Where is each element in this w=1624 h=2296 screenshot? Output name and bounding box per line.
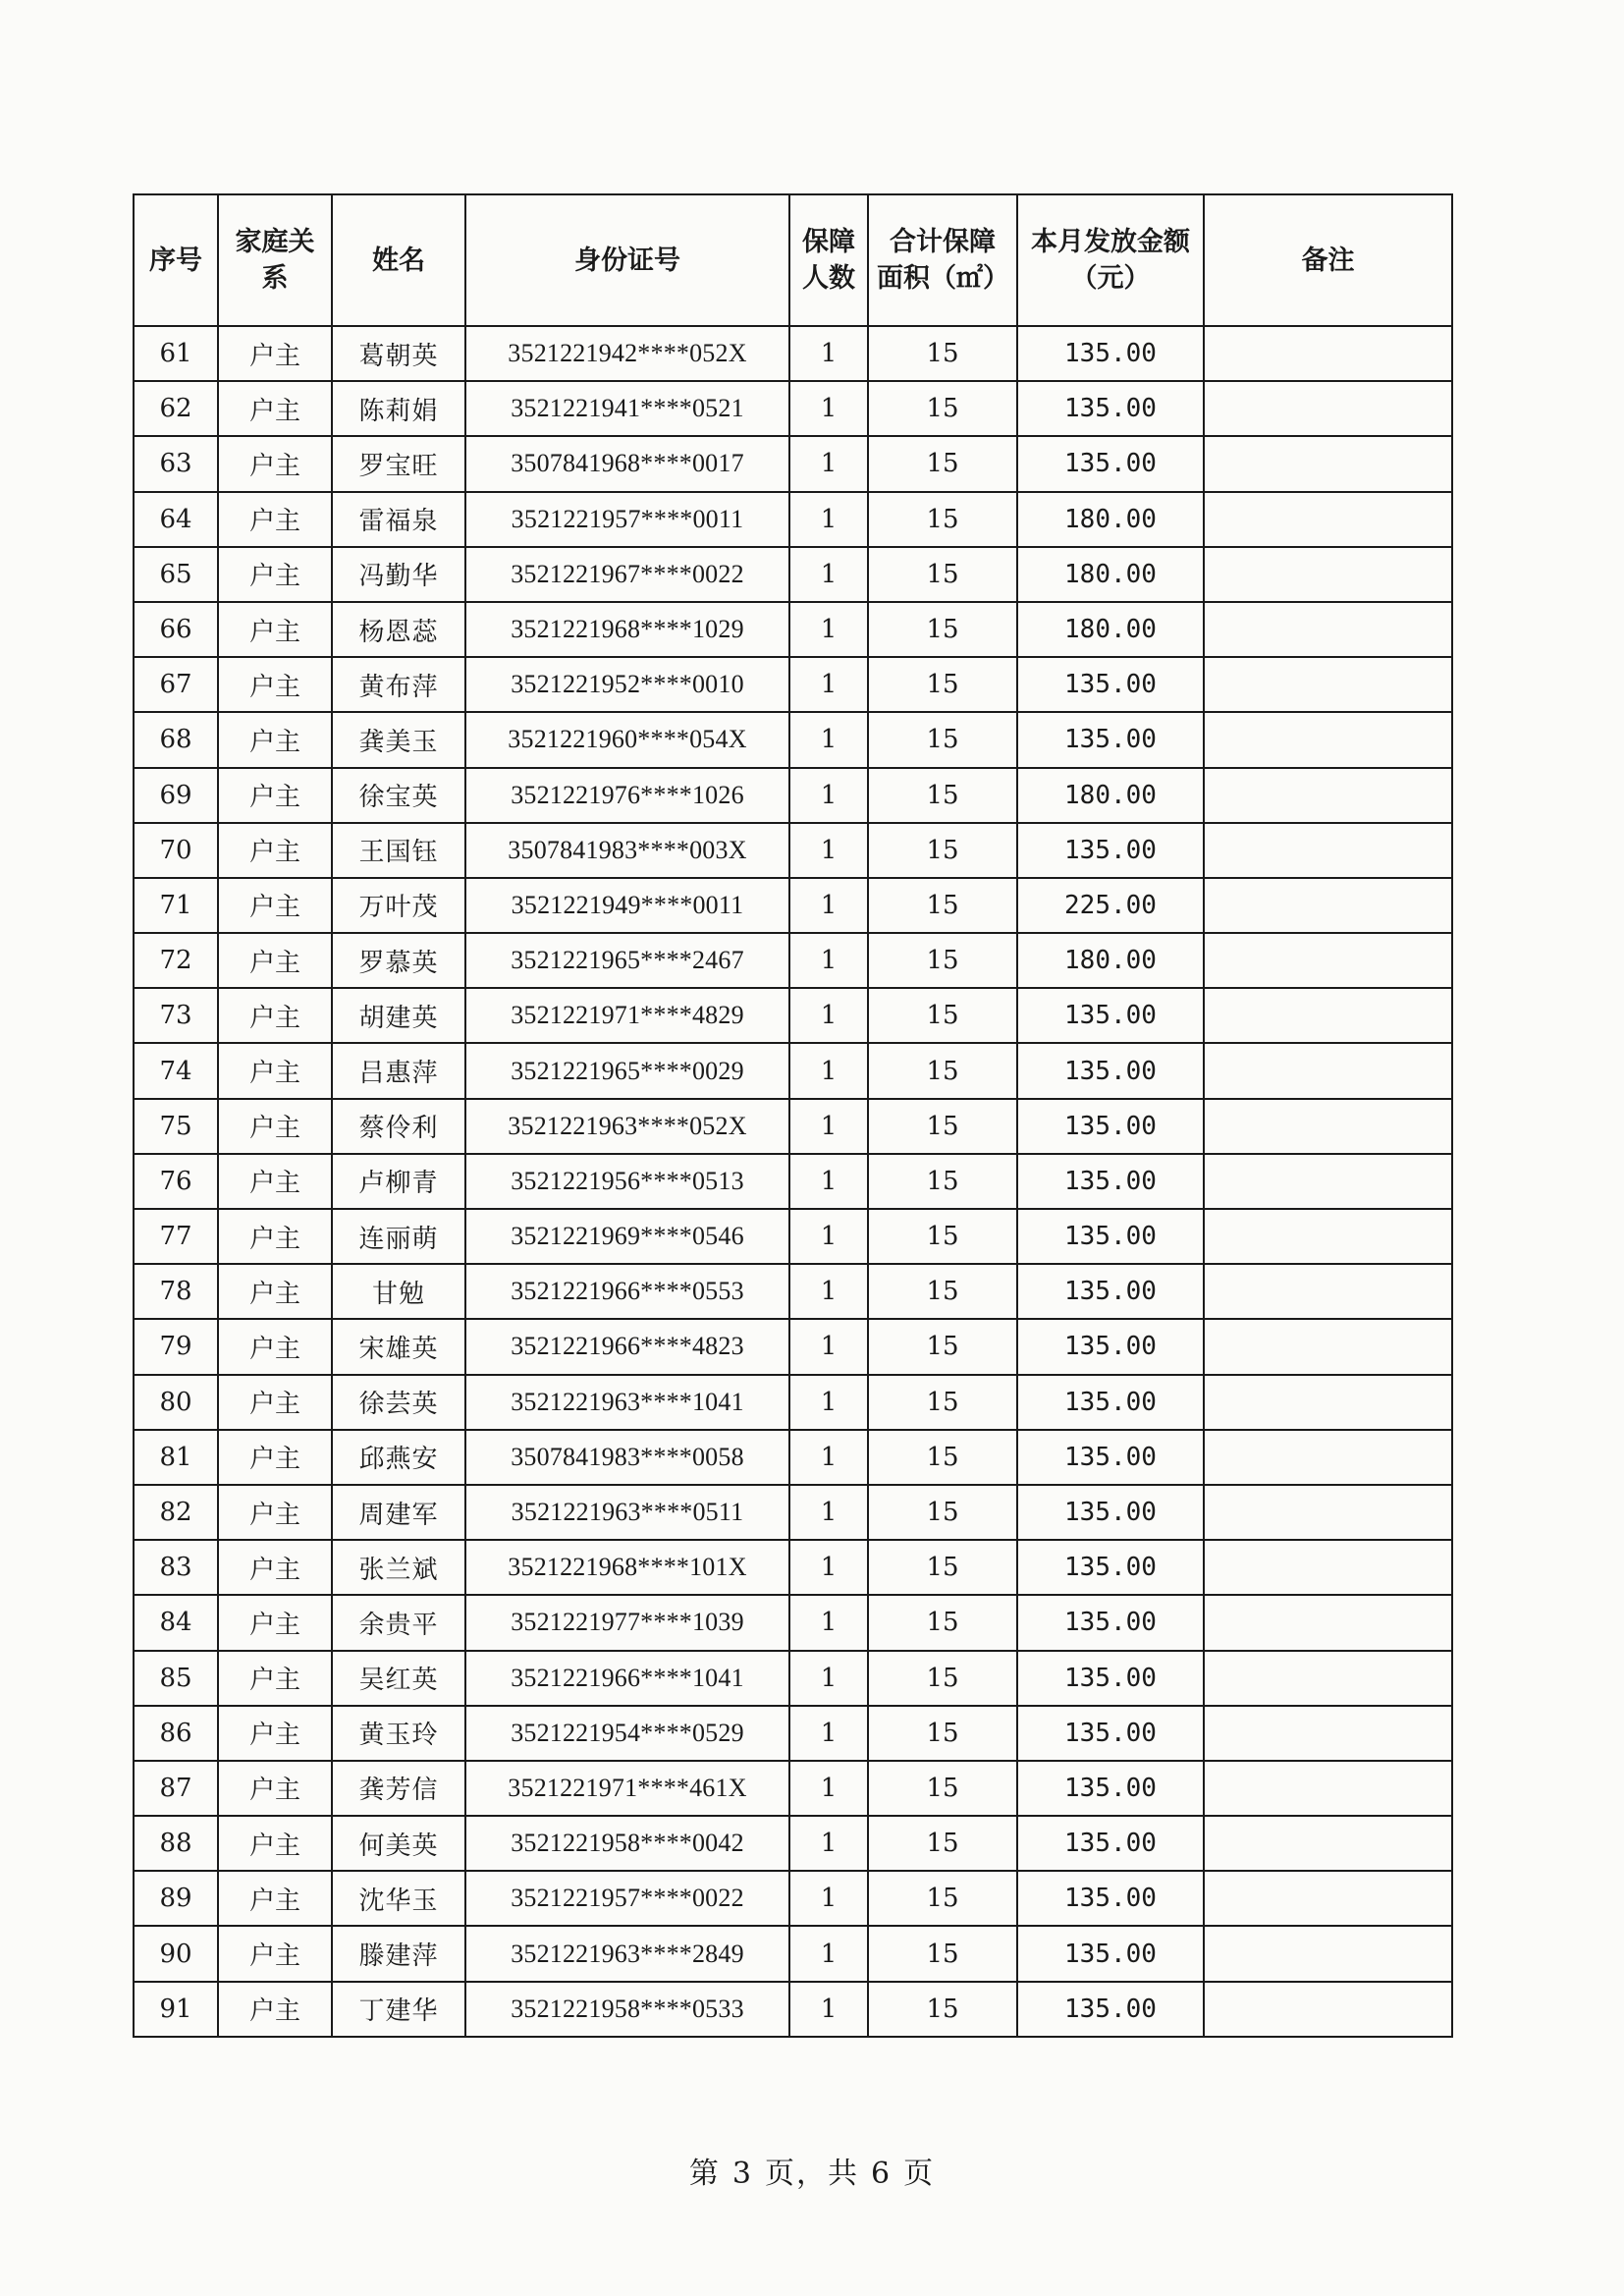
cell-remark bbox=[1204, 1871, 1452, 1926]
table-row bbox=[134, 1485, 1452, 1540]
cell-amount: 135.00 bbox=[1017, 1430, 1204, 1485]
cell-remark bbox=[1204, 492, 1452, 547]
cell-name: 卢柳青 bbox=[332, 1154, 465, 1209]
cell-seq: 90 bbox=[134, 1926, 218, 1981]
cell-relation: 户主 bbox=[218, 1209, 332, 1264]
cell-id-number: 3507841968****0017 bbox=[465, 436, 789, 491]
cell-relation: 户主 bbox=[218, 1264, 332, 1319]
cell-relation: 户主 bbox=[218, 1099, 332, 1154]
cell-persons: 1 bbox=[789, 1595, 868, 1650]
cell-remark bbox=[1204, 1706, 1452, 1761]
table-row bbox=[134, 1761, 1452, 1816]
table-row bbox=[134, 1595, 1452, 1650]
cell-name: 万叶茂 bbox=[332, 878, 465, 933]
cell-name: 周建军 bbox=[332, 1485, 465, 1540]
cell-seq: 65 bbox=[134, 547, 218, 602]
cell-name: 罗宝旺 bbox=[332, 436, 465, 491]
cell-amount: 135.00 bbox=[1017, 1319, 1204, 1374]
cell-amount: 135.00 bbox=[1017, 1706, 1204, 1761]
cell-id-number: 3521221963****2849 bbox=[465, 1926, 789, 1981]
cell-persons: 1 bbox=[789, 712, 868, 767]
cell-relation: 户主 bbox=[218, 1651, 332, 1706]
cell-amount: 135.00 bbox=[1017, 1375, 1204, 1430]
cell-id-number: 3521221976****1026 bbox=[465, 768, 789, 823]
cell-relation: 户主 bbox=[218, 381, 332, 436]
cell-persons: 1 bbox=[789, 1816, 868, 1871]
cell-id-number: 3507841983****003X bbox=[465, 823, 789, 878]
cell-persons: 1 bbox=[789, 381, 868, 436]
table-row bbox=[134, 823, 1452, 878]
cell-name: 葛朝英 bbox=[332, 326, 465, 381]
cell-id-number: 3521221966****1041 bbox=[465, 1651, 789, 1706]
cell-relation: 户主 bbox=[218, 933, 332, 988]
cell-persons: 1 bbox=[789, 823, 868, 878]
cell-amount: 180.00 bbox=[1017, 492, 1204, 547]
header-id: 身份证号 bbox=[465, 194, 789, 326]
cell-area: 15 bbox=[868, 547, 1017, 602]
cell-name: 杨恩蕊 bbox=[332, 602, 465, 657]
cell-id-number: 3521221942****052X bbox=[465, 326, 789, 381]
cell-amount: 135.00 bbox=[1017, 1871, 1204, 1926]
cell-area: 15 bbox=[868, 1043, 1017, 1098]
cell-seq: 73 bbox=[134, 988, 218, 1043]
cell-area: 15 bbox=[868, 1595, 1017, 1650]
cell-area: 15 bbox=[868, 768, 1017, 823]
table-row bbox=[134, 768, 1452, 823]
cell-area: 15 bbox=[868, 1430, 1017, 1485]
cell-persons: 1 bbox=[789, 657, 868, 712]
cell-seq: 85 bbox=[134, 1651, 218, 1706]
cell-amount: 135.00 bbox=[1017, 1982, 1204, 2037]
cell-id-number: 3521221971****4829 bbox=[465, 988, 789, 1043]
cell-relation: 户主 bbox=[218, 602, 332, 657]
cell-name: 丁建华 bbox=[332, 1982, 465, 2037]
page-prefix: 第 bbox=[688, 2157, 721, 2191]
table-row bbox=[134, 988, 1452, 1043]
cell-persons: 1 bbox=[789, 1375, 868, 1430]
cell-remark bbox=[1204, 768, 1452, 823]
table-row bbox=[134, 1264, 1452, 1319]
page-mid: 页，共 bbox=[765, 2157, 859, 2191]
document-sheet bbox=[133, 193, 1451, 2038]
cell-persons: 1 bbox=[789, 1485, 868, 1540]
table-row bbox=[134, 381, 1452, 436]
cell-name: 王国钰 bbox=[332, 823, 465, 878]
cell-remark bbox=[1204, 712, 1452, 767]
cell-id-number: 3521221958****0042 bbox=[465, 1816, 789, 1871]
cell-seq: 64 bbox=[134, 492, 218, 547]
cell-remark bbox=[1204, 1154, 1452, 1209]
cell-amount: 135.00 bbox=[1017, 1540, 1204, 1595]
table-row bbox=[134, 1540, 1452, 1595]
cell-id-number: 3521221957****0011 bbox=[465, 492, 789, 547]
cell-seq: 80 bbox=[134, 1375, 218, 1430]
cell-remark bbox=[1204, 988, 1452, 1043]
cell-amount: 225.00 bbox=[1017, 878, 1204, 933]
cell-persons: 1 bbox=[789, 1706, 868, 1761]
cell-name: 罗慕英 bbox=[332, 933, 465, 988]
cell-name: 冯勤华 bbox=[332, 547, 465, 602]
cell-amount: 180.00 bbox=[1017, 547, 1204, 602]
cell-remark bbox=[1204, 381, 1452, 436]
cell-name: 雷福泉 bbox=[332, 492, 465, 547]
cell-remark bbox=[1204, 1926, 1452, 1981]
cell-persons: 1 bbox=[789, 1043, 868, 1098]
cell-name: 滕建萍 bbox=[332, 1926, 465, 1981]
cell-relation: 户主 bbox=[218, 1154, 332, 1209]
cell-name: 吕惠萍 bbox=[332, 1043, 465, 1098]
table-row bbox=[134, 1816, 1452, 1871]
cell-persons: 1 bbox=[789, 326, 868, 381]
cell-persons: 1 bbox=[789, 1761, 868, 1816]
cell-remark bbox=[1204, 547, 1452, 602]
cell-seq: 89 bbox=[134, 1871, 218, 1926]
cell-persons: 1 bbox=[789, 1430, 868, 1485]
cell-relation: 户主 bbox=[218, 1319, 332, 1374]
cell-name: 陈莉娟 bbox=[332, 381, 465, 436]
cell-relation: 户主 bbox=[218, 1595, 332, 1650]
cell-amount: 135.00 bbox=[1017, 1651, 1204, 1706]
cell-area: 15 bbox=[868, 1816, 1017, 1871]
cell-seq: 66 bbox=[134, 602, 218, 657]
cell-relation: 户主 bbox=[218, 1706, 332, 1761]
cell-area: 15 bbox=[868, 1375, 1017, 1430]
table-row bbox=[134, 1043, 1452, 1098]
cell-id-number: 3521221960****054X bbox=[465, 712, 789, 767]
cell-relation: 户主 bbox=[218, 1430, 332, 1485]
cell-id-number: 3521221965****2467 bbox=[465, 933, 789, 988]
cell-remark bbox=[1204, 823, 1452, 878]
cell-seq: 70 bbox=[134, 823, 218, 878]
cell-id-number: 3521221971****461X bbox=[465, 1761, 789, 1816]
cell-amount: 135.00 bbox=[1017, 1485, 1204, 1540]
cell-id-number: 3521221952****0010 bbox=[465, 657, 789, 712]
cell-remark bbox=[1204, 1375, 1452, 1430]
cell-amount: 135.00 bbox=[1017, 1099, 1204, 1154]
cell-id-number: 3521221963****052X bbox=[465, 1099, 789, 1154]
cell-remark bbox=[1204, 878, 1452, 933]
table-row bbox=[134, 1982, 1452, 2037]
cell-name: 徐芸英 bbox=[332, 1375, 465, 1430]
cell-relation: 户主 bbox=[218, 1375, 332, 1430]
cell-remark bbox=[1204, 1982, 1452, 2037]
cell-remark bbox=[1204, 602, 1452, 657]
cell-area: 15 bbox=[868, 602, 1017, 657]
cell-persons: 1 bbox=[789, 878, 868, 933]
cell-persons: 1 bbox=[789, 1319, 868, 1374]
cell-area: 15 bbox=[868, 1485, 1017, 1540]
cell-name: 何美英 bbox=[332, 1816, 465, 1871]
cell-seq: 79 bbox=[134, 1319, 218, 1374]
cell-relation: 户主 bbox=[218, 436, 332, 491]
cell-area: 15 bbox=[868, 1982, 1017, 2037]
cell-name: 邱燕安 bbox=[332, 1430, 465, 1485]
table-row bbox=[134, 878, 1452, 933]
table-row bbox=[134, 712, 1452, 767]
cell-id-number: 3521221968****101X bbox=[465, 1540, 789, 1595]
cell-name: 胡建英 bbox=[332, 988, 465, 1043]
cell-id-number: 3521221958****0533 bbox=[465, 1982, 789, 2037]
cell-amount: 135.00 bbox=[1017, 326, 1204, 381]
cell-id-number: 3521221957****0022 bbox=[465, 1871, 789, 1926]
table-row bbox=[134, 933, 1452, 988]
cell-name: 黄布萍 bbox=[332, 657, 465, 712]
cell-persons: 1 bbox=[789, 1154, 868, 1209]
cell-relation: 户主 bbox=[218, 326, 332, 381]
cell-area: 15 bbox=[868, 712, 1017, 767]
cell-id-number: 3521221966****0553 bbox=[465, 1264, 789, 1319]
cell-remark bbox=[1204, 326, 1452, 381]
cell-amount: 135.00 bbox=[1017, 1595, 1204, 1650]
cell-amount: 135.00 bbox=[1017, 1926, 1204, 1981]
cell-seq: 67 bbox=[134, 657, 218, 712]
table-row bbox=[134, 1651, 1452, 1706]
cell-amount: 135.00 bbox=[1017, 1761, 1204, 1816]
cell-seq: 71 bbox=[134, 878, 218, 933]
table-row bbox=[134, 602, 1452, 657]
cell-seq: 74 bbox=[134, 1043, 218, 1098]
cell-area: 15 bbox=[868, 1099, 1017, 1154]
cell-id-number: 3521221969****0546 bbox=[465, 1209, 789, 1264]
cell-amount: 180.00 bbox=[1017, 768, 1204, 823]
page-suffix: 页 bbox=[903, 2157, 936, 2191]
cell-remark bbox=[1204, 1043, 1452, 1098]
table-row bbox=[134, 547, 1452, 602]
cell-persons: 1 bbox=[789, 547, 868, 602]
cell-amount: 135.00 bbox=[1017, 1154, 1204, 1209]
cell-name: 连丽萌 bbox=[332, 1209, 465, 1264]
cell-area: 15 bbox=[868, 1209, 1017, 1264]
cell-persons: 1 bbox=[789, 1264, 868, 1319]
cell-id-number: 3521221965****0029 bbox=[465, 1043, 789, 1098]
cell-relation: 户主 bbox=[218, 547, 332, 602]
cell-area: 15 bbox=[868, 381, 1017, 436]
cell-remark bbox=[1204, 1485, 1452, 1540]
cell-relation: 户主 bbox=[218, 712, 332, 767]
header-remark: 备注 bbox=[1204, 194, 1452, 326]
cell-name: 龚美玉 bbox=[332, 712, 465, 767]
header-seq: 序号 bbox=[134, 194, 218, 326]
cell-area: 15 bbox=[868, 657, 1017, 712]
cell-relation: 户主 bbox=[218, 1043, 332, 1098]
cell-amount: 135.00 bbox=[1017, 381, 1204, 436]
table-row bbox=[134, 1375, 1452, 1430]
cell-seq: 87 bbox=[134, 1761, 218, 1816]
cell-persons: 1 bbox=[789, 1982, 868, 2037]
cell-name: 徐宝英 bbox=[332, 768, 465, 823]
cell-name: 吴红英 bbox=[332, 1651, 465, 1706]
cell-seq: 75 bbox=[134, 1099, 218, 1154]
cell-amount: 135.00 bbox=[1017, 712, 1204, 767]
cell-seq: 78 bbox=[134, 1264, 218, 1319]
cell-area: 15 bbox=[868, 1154, 1017, 1209]
cell-amount: 135.00 bbox=[1017, 823, 1204, 878]
cell-seq: 88 bbox=[134, 1816, 218, 1871]
cell-amount: 135.00 bbox=[1017, 988, 1204, 1043]
cell-area: 15 bbox=[868, 1319, 1017, 1374]
cell-amount: 180.00 bbox=[1017, 933, 1204, 988]
cell-area: 15 bbox=[868, 1540, 1017, 1595]
cell-name: 余贵平 bbox=[332, 1595, 465, 1650]
cell-id-number: 3521221967****0022 bbox=[465, 547, 789, 602]
cell-relation: 户主 bbox=[218, 657, 332, 712]
cell-remark bbox=[1204, 1816, 1452, 1871]
cell-id-number: 3521221977****1039 bbox=[465, 1595, 789, 1650]
cell-id-number: 3521221949****0011 bbox=[465, 878, 789, 933]
cell-area: 15 bbox=[868, 1926, 1017, 1981]
cell-remark bbox=[1204, 1761, 1452, 1816]
cell-remark bbox=[1204, 1595, 1452, 1650]
cell-seq: 68 bbox=[134, 712, 218, 767]
table-row bbox=[134, 436, 1452, 491]
page-current: 3 bbox=[731, 2157, 753, 2191]
cell-id-number: 3507841983****0058 bbox=[465, 1430, 789, 1485]
cell-area: 15 bbox=[868, 933, 1017, 988]
cell-name: 黄玉玲 bbox=[332, 1706, 465, 1761]
cell-name: 甘勉 bbox=[332, 1264, 465, 1319]
cell-remark bbox=[1204, 1430, 1452, 1485]
header-relation: 家庭关系 bbox=[218, 194, 332, 326]
cell-seq: 63 bbox=[134, 436, 218, 491]
cell-id-number: 3521221954****0529 bbox=[465, 1706, 789, 1761]
cell-id-number: 3521221963****0511 bbox=[465, 1485, 789, 1540]
cell-remark bbox=[1204, 1099, 1452, 1154]
cell-persons: 1 bbox=[789, 1926, 868, 1981]
cell-area: 15 bbox=[868, 1706, 1017, 1761]
cell-relation: 户主 bbox=[218, 1761, 332, 1816]
cell-seq: 86 bbox=[134, 1706, 218, 1761]
table-row bbox=[134, 1154, 1452, 1209]
cell-relation: 户主 bbox=[218, 1871, 332, 1926]
cell-name: 宋雄英 bbox=[332, 1319, 465, 1374]
cell-relation: 户主 bbox=[218, 1540, 332, 1595]
table-row bbox=[134, 492, 1452, 547]
cell-remark bbox=[1204, 1264, 1452, 1319]
table-row bbox=[134, 1871, 1452, 1926]
header-amount: 本月发放金额（元） bbox=[1017, 194, 1204, 326]
cell-seq: 61 bbox=[134, 326, 218, 381]
cell-area: 15 bbox=[868, 988, 1017, 1043]
table-row bbox=[134, 326, 1452, 381]
cell-seq: 62 bbox=[134, 381, 218, 436]
cell-name: 沈华玉 bbox=[332, 1871, 465, 1926]
cell-area: 15 bbox=[868, 1651, 1017, 1706]
cell-id-number: 3521221968****1029 bbox=[465, 602, 789, 657]
cell-relation: 户主 bbox=[218, 1982, 332, 2037]
page-total: 6 bbox=[871, 2157, 893, 2191]
cell-amount: 135.00 bbox=[1017, 1209, 1204, 1264]
cell-id-number: 3521221941****0521 bbox=[465, 381, 789, 436]
cell-area: 15 bbox=[868, 436, 1017, 491]
cell-relation: 户主 bbox=[218, 988, 332, 1043]
cell-relation: 户主 bbox=[218, 1485, 332, 1540]
cell-persons: 1 bbox=[789, 602, 868, 657]
cell-relation: 户主 bbox=[218, 1816, 332, 1871]
table-row bbox=[134, 657, 1452, 712]
cell-id-number: 3521221966****4823 bbox=[465, 1319, 789, 1374]
header-area: 合计保障面积（㎡） bbox=[868, 194, 1017, 326]
cell-relation: 户主 bbox=[218, 823, 332, 878]
cell-remark bbox=[1204, 1651, 1452, 1706]
cell-relation: 户主 bbox=[218, 768, 332, 823]
table-row bbox=[134, 1319, 1452, 1374]
cell-seq: 77 bbox=[134, 1209, 218, 1264]
table-row bbox=[134, 1099, 1452, 1154]
cell-persons: 1 bbox=[789, 1651, 868, 1706]
table-header bbox=[134, 194, 1452, 326]
header-persons: 保障人数 bbox=[789, 194, 868, 326]
cell-seq: 81 bbox=[134, 1430, 218, 1485]
cell-area: 15 bbox=[868, 878, 1017, 933]
cell-area: 15 bbox=[868, 492, 1017, 547]
cell-seq: 91 bbox=[134, 1982, 218, 2037]
cell-persons: 1 bbox=[789, 1540, 868, 1595]
table-body bbox=[134, 326, 1452, 2037]
cell-seq: 82 bbox=[134, 1485, 218, 1540]
cell-amount: 135.00 bbox=[1017, 1043, 1204, 1098]
cell-seq: 83 bbox=[134, 1540, 218, 1595]
cell-amount: 135.00 bbox=[1017, 657, 1204, 712]
cell-persons: 1 bbox=[789, 768, 868, 823]
subsidy-table bbox=[133, 193, 1453, 2038]
cell-persons: 1 bbox=[789, 436, 868, 491]
table-row bbox=[134, 1209, 1452, 1264]
cell-seq: 69 bbox=[134, 768, 218, 823]
cell-persons: 1 bbox=[789, 933, 868, 988]
cell-remark bbox=[1204, 436, 1452, 491]
cell-seq: 84 bbox=[134, 1595, 218, 1650]
cell-area: 15 bbox=[868, 1871, 1017, 1926]
cell-remark bbox=[1204, 1540, 1452, 1595]
cell-amount: 135.00 bbox=[1017, 1264, 1204, 1319]
table-row bbox=[134, 1706, 1452, 1761]
table-row bbox=[134, 1926, 1452, 1981]
cell-area: 15 bbox=[868, 1761, 1017, 1816]
cell-persons: 1 bbox=[789, 492, 868, 547]
cell-persons: 1 bbox=[789, 1099, 868, 1154]
cell-relation: 户主 bbox=[218, 878, 332, 933]
cell-seq: 72 bbox=[134, 933, 218, 988]
cell-seq: 76 bbox=[134, 1154, 218, 1209]
cell-area: 15 bbox=[868, 326, 1017, 381]
cell-relation: 户主 bbox=[218, 492, 332, 547]
cell-relation: 户主 bbox=[218, 1926, 332, 1981]
header-name: 姓名 bbox=[332, 194, 465, 326]
cell-persons: 1 bbox=[789, 1871, 868, 1926]
cell-name: 张兰斌 bbox=[332, 1540, 465, 1595]
cell-remark bbox=[1204, 1319, 1452, 1374]
cell-amount: 135.00 bbox=[1017, 436, 1204, 491]
cell-area: 15 bbox=[868, 823, 1017, 878]
cell-id-number: 3521221956****0513 bbox=[465, 1154, 789, 1209]
cell-remark bbox=[1204, 657, 1452, 712]
cell-name: 蔡伶利 bbox=[332, 1099, 465, 1154]
cell-id-number: 3521221963****1041 bbox=[465, 1375, 789, 1430]
header-row bbox=[134, 194, 1452, 326]
cell-persons: 1 bbox=[789, 988, 868, 1043]
cell-remark bbox=[1204, 1209, 1452, 1264]
cell-amount: 180.00 bbox=[1017, 602, 1204, 657]
cell-area: 15 bbox=[868, 1264, 1017, 1319]
page-footer bbox=[0, 2149, 1624, 2192]
cell-amount: 135.00 bbox=[1017, 1816, 1204, 1871]
cell-persons: 1 bbox=[789, 1209, 868, 1264]
table-row bbox=[134, 1430, 1452, 1485]
cell-name: 龚芳信 bbox=[332, 1761, 465, 1816]
cell-remark bbox=[1204, 933, 1452, 988]
